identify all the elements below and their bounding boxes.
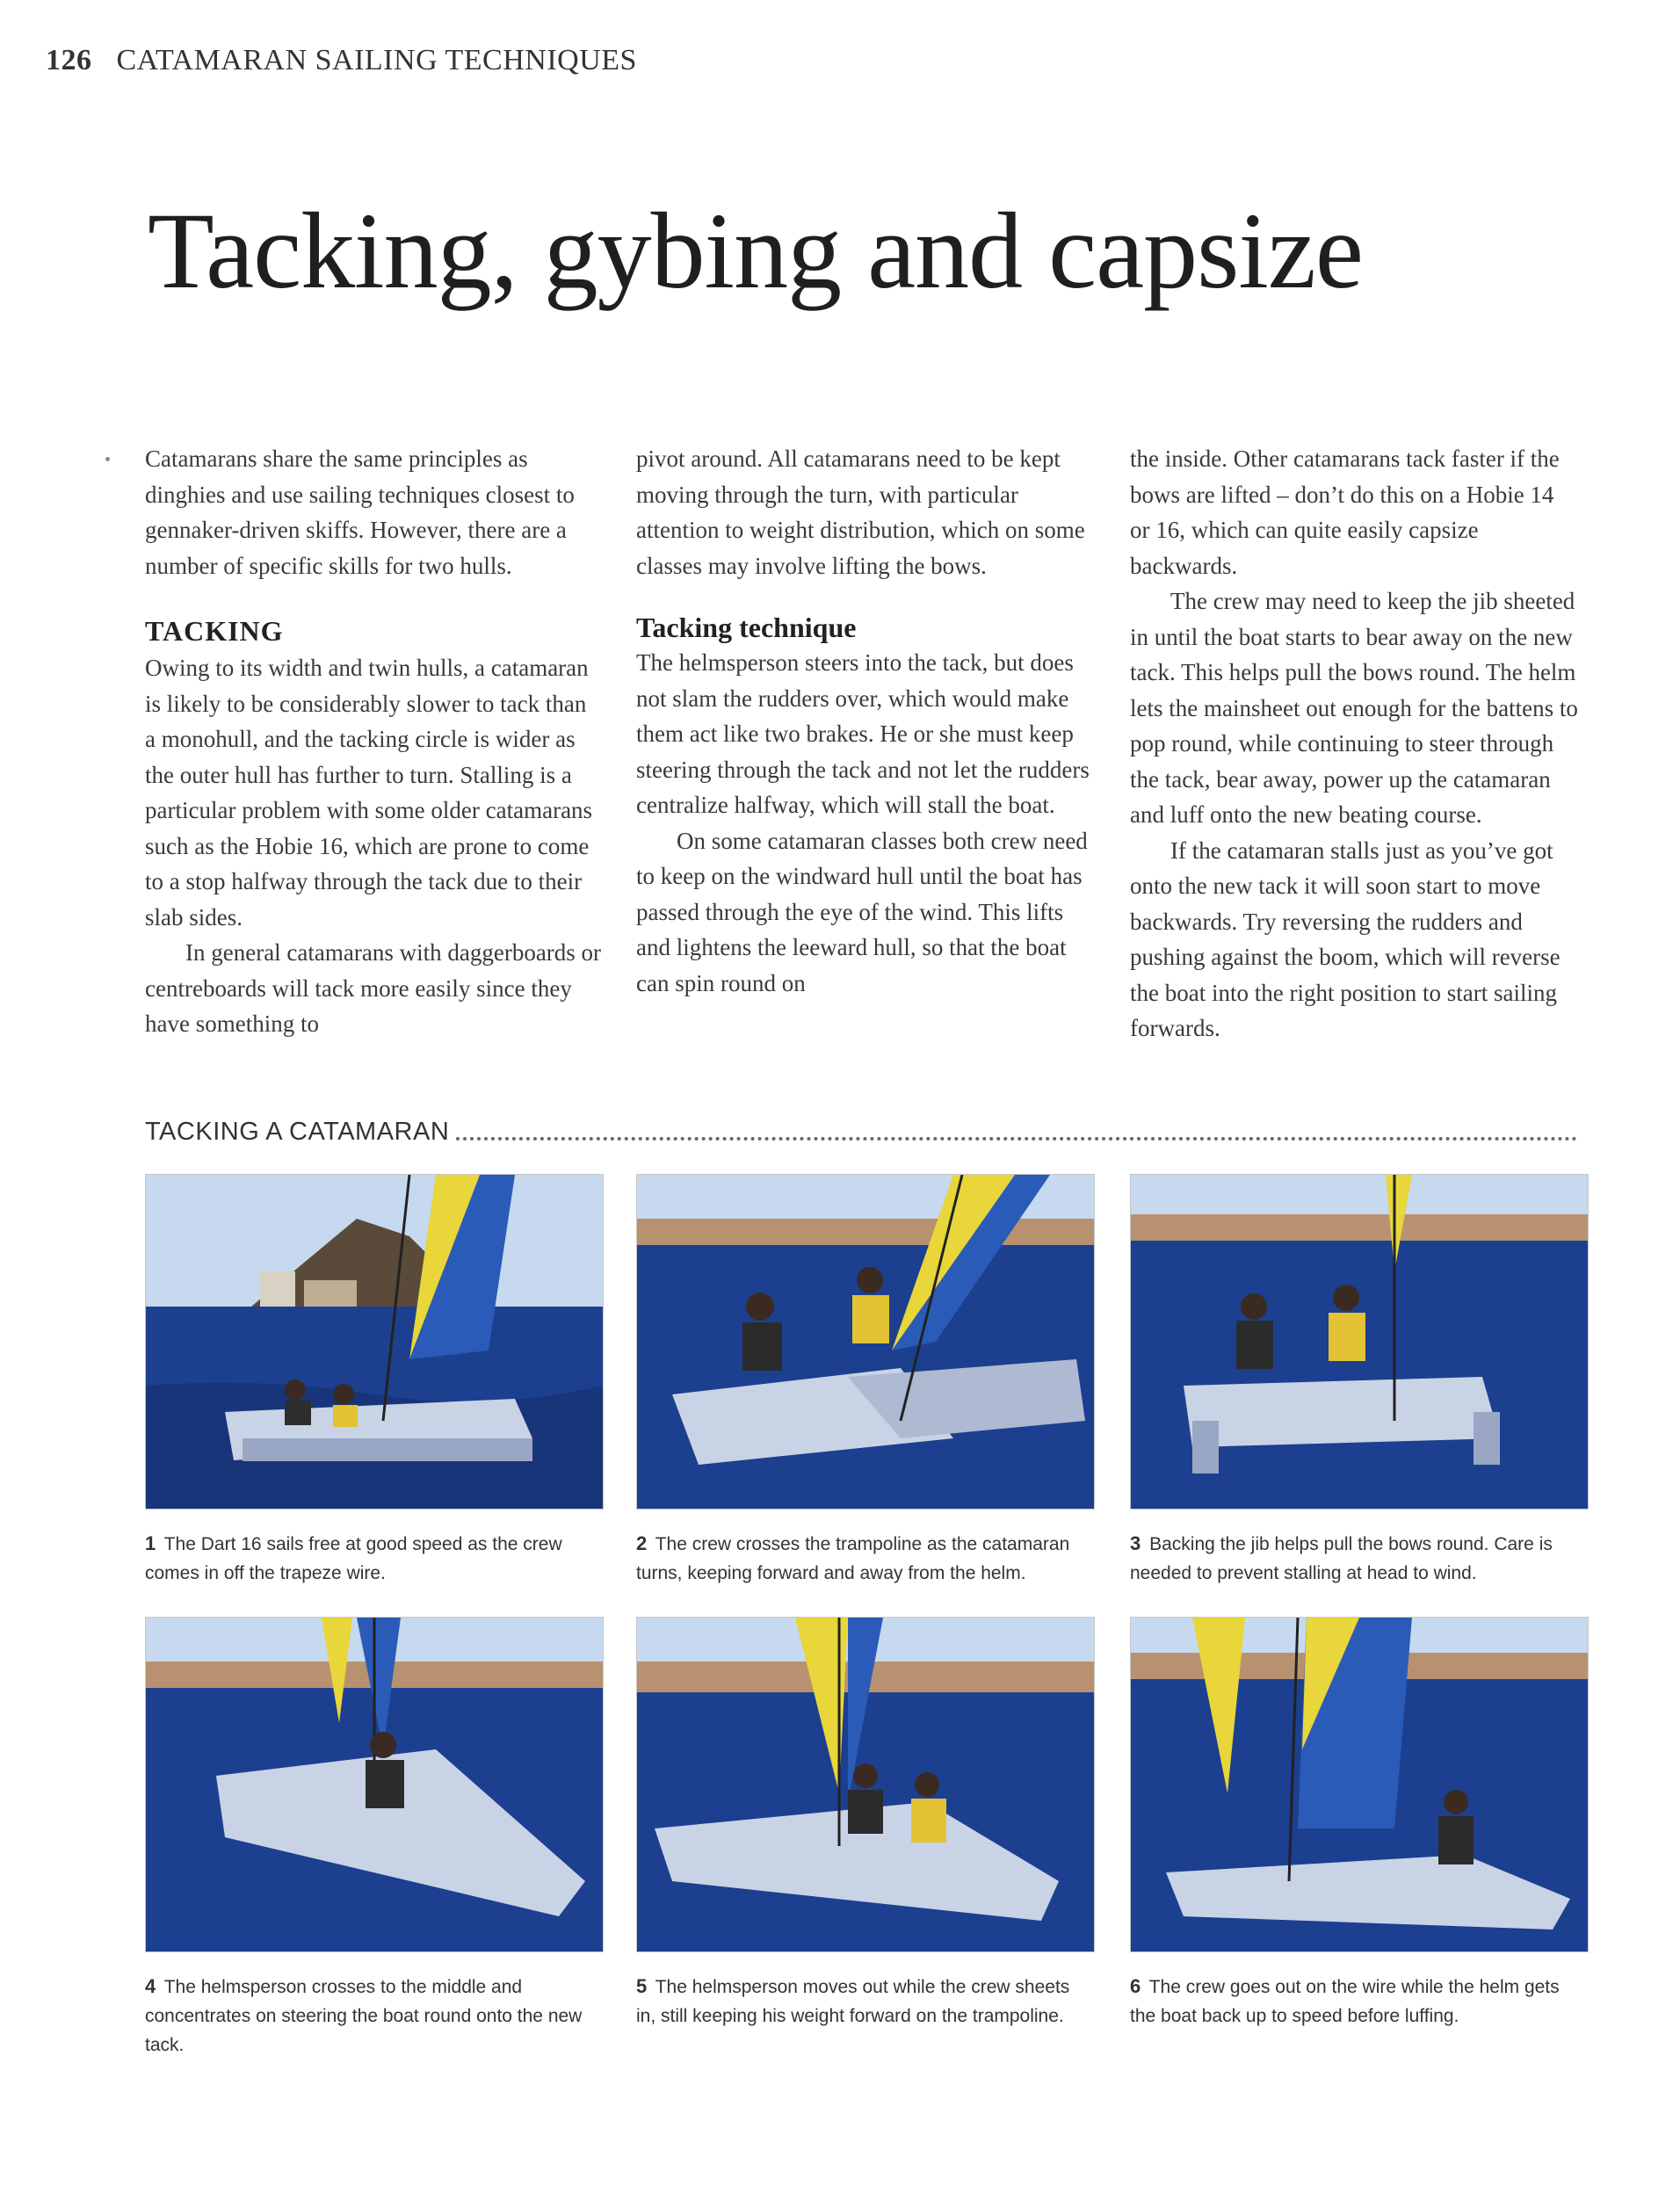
step-2	[636, 1174, 1093, 1588]
step-6	[1130, 1617, 1587, 2031]
steps-header	[145, 1118, 1577, 1147]
step-caption	[145, 1529, 597, 1588]
section-title: CATAMARAN SAILING TECHNIQUES	[116, 44, 637, 76]
body-paragraph: In general catamarans with daggerboards or centreboards will tack more easily since they have something to	[145, 939, 602, 1037]
body-paragraph: Owing to its width and twin hulls, a catamaran is likely to be considerably slower to tack than a monohull, and the tacking circle is wider as the outer hull has further to turn. Stalling is a particular problem with some older catamarans such as the Hobie 16, which are prone to come to a stop halfway through the tack due to their slab sides.	[145, 655, 593, 930]
step-number: 6	[1130, 1975, 1141, 1997]
caption-text: The helmsperson crosses to the middle and concentrates on steering the boat round onto the new tack.	[145, 1977, 583, 2055]
body-paragraph: the inside. Other catamarans tack faster if the bows are lifted – don’t do this on a Hobie 14 or 16, which can quite easily capsize backwards.	[1130, 445, 1560, 579]
step-photo	[1130, 1174, 1589, 1510]
catamaran-photo	[637, 1618, 1094, 1951]
tacking-heading: TACKING	[145, 615, 284, 647]
catamaran-photo	[1131, 1618, 1588, 1951]
page-number: 126	[46, 44, 92, 76]
margin-dot	[105, 457, 110, 461]
step-caption	[145, 1972, 597, 2060]
catamaran-photo	[637, 1175, 1094, 1509]
caption-text: Backing the jib helps pull the bows round. Care is needed to prevent stalling at head to wind.	[1130, 1534, 1553, 1583]
caption-text: The crew goes out on the wire while the helm gets the boat back up to speed before luffing.	[1130, 1977, 1560, 2026]
body-paragraph: The crew may need to keep the jib sheeted in until the boat starts to bear away on the new tack. This helps pull the bows round. The helm lets the mainsheet out enough for the battens to pop round, while continuing to steer through the tack, bear away, power up the catamaran and luff onto the new beating course.	[1130, 588, 1578, 828]
text-column-2	[636, 441, 1093, 1001]
technique-heading: Tacking technique	[636, 612, 857, 643]
step-1	[145, 1174, 602, 1588]
caption-text: The Dart 16 sails free at good speed as the crew comes in off the trapeze wire.	[145, 1534, 562, 1583]
dotted-rule	[456, 1137, 1577, 1140]
step-photo	[145, 1617, 604, 1952]
caption-text: The crew crosses the trampoline as the catamaran turns, keeping forward and away from the helm.	[636, 1534, 1070, 1583]
step-photo	[636, 1174, 1095, 1510]
step-3	[1130, 1174, 1587, 1588]
catamaran-photo	[146, 1175, 603, 1509]
body-paragraph: The helmsperson steers into the tack, but does not slam the rudders over, which would make them act like two brakes. He or she must keep steering through the tack and not let the rudders centralize halfway, which will stall the boat.	[636, 649, 1090, 818]
running-head	[46, 44, 637, 77]
step-number: 5	[636, 1975, 648, 1997]
page-title: Tacking, gybing and capsize	[148, 191, 1363, 311]
text-column-3	[1130, 441, 1578, 1046]
body-paragraph: On some catamaran classes both crew need to keep on the windward hull until the boat has passed through the eye of the wind. This lifts and lightens the leeward hull, so that the boat can spin round on	[636, 827, 1088, 996]
step-photo	[145, 1174, 604, 1510]
step-caption	[636, 1972, 1089, 2031]
step-number: 3	[1130, 1532, 1141, 1554]
steps-title: TACKING A CATAMARAN	[145, 1118, 450, 1146]
step-5	[636, 1617, 1093, 2031]
text-column-1	[145, 441, 602, 1042]
step-4	[145, 1617, 602, 2060]
step-photo	[1130, 1617, 1589, 1952]
catamaran-photo	[1131, 1175, 1588, 1509]
step-caption	[1130, 1972, 1582, 2031]
step-caption	[636, 1529, 1089, 1588]
step-number: 2	[636, 1532, 648, 1554]
body-paragraph: If the catamaran stalls just as you’ve got onto the new tack it will soon start to move backwards. Try reversing the rudders and pushing against the boom, which will reverse the boat into the right position to start sailing forwards.	[1130, 836, 1561, 1041]
step-caption	[1130, 1529, 1582, 1588]
step-photo	[636, 1617, 1095, 1952]
intro-paragraph: Catamarans share the same principles as dinghies and use sailing techniques closest to gennaker-driven skiffs. However, there are a number of specific skills for two hulls.	[145, 445, 575, 579]
step-number: 4	[145, 1975, 156, 1997]
body-paragraph: pivot around. All catamarans need to be kept moving through the turn, with particular attention to weight distribution, which on some classes may involve lifting the bows.	[636, 445, 1085, 579]
catamaran-photo	[146, 1618, 603, 1951]
step-number: 1	[145, 1532, 156, 1554]
caption-text: The helmsperson moves out while the crew sheets in, still keeping his weight forward on the trampoline.	[636, 1977, 1070, 2026]
